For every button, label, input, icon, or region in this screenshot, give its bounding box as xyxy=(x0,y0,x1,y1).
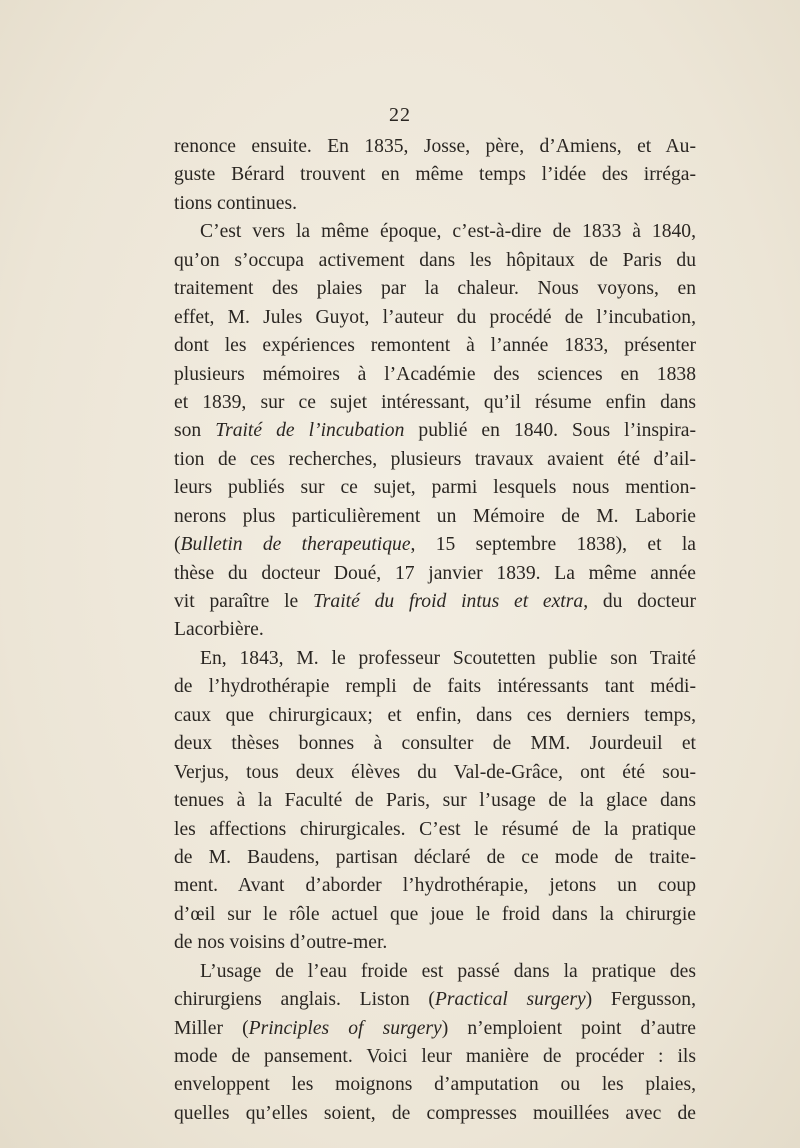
text-line xyxy=(174,190,696,218)
line-text: qu’on s’occupa activement dans les hôpitaux de Paris du xyxy=(174,249,696,271)
line-text: caux que chirurgicaux; et enfin, dans ces derniers temps, xyxy=(174,704,696,726)
line-text: nerons plus particulièrement un Mémoire de M. Laborie xyxy=(174,505,696,527)
line-text: Verjus, tous deux élèves du Val-de-Grâce, ont été sou- xyxy=(174,761,696,783)
text-line xyxy=(174,503,696,531)
line-text: chirurgiens anglais. Liston ( xyxy=(174,989,435,1011)
text-line xyxy=(174,702,696,730)
line-text: renonce ensuite. En 1835, Josse, père, d’Amiens, et Au- xyxy=(174,136,696,157)
line-text: dont les expériences remontent à l’année 1833, présenter xyxy=(174,335,696,357)
text-line xyxy=(174,645,696,673)
line-text: leurs publiés sur ce sujet, parmi lesquels nous mention- xyxy=(174,477,696,499)
line-text: enveloppent les moignons d’amputation ou les plaies, xyxy=(174,1074,696,1096)
page-number: 22 xyxy=(389,104,411,126)
line-text: les affections chirurgicales. C’est le résumé de la pratique xyxy=(174,818,696,840)
line-text: mode de pansement. Voici leur manière de procéder : ils xyxy=(174,1046,696,1067)
line-text: , 15 septembre 1838), et la xyxy=(410,534,696,556)
line-text: quelles qu’elles soient, de compresses mouillées avec de xyxy=(174,1102,696,1124)
line-text: de nos voisins d’outre-mer. xyxy=(174,932,388,954)
text-line xyxy=(174,1015,696,1043)
text-line xyxy=(174,616,696,644)
text-line xyxy=(174,247,696,275)
line-text: effet, M. Jules Guyot, l’auteur du procédé de l’incubation, xyxy=(174,306,696,328)
text-line xyxy=(174,1043,696,1071)
text-line xyxy=(174,474,696,502)
text-line xyxy=(174,332,696,360)
text-line xyxy=(174,560,696,588)
text-line xyxy=(174,901,696,929)
text-line xyxy=(174,1100,696,1128)
line-text: publié en 1840. Sous l’inspira- xyxy=(404,420,696,442)
line-text: traitement des plaies par la chaleur. Nous voyons, en xyxy=(174,278,696,300)
text-line xyxy=(174,531,696,559)
text-line xyxy=(174,759,696,787)
text-line xyxy=(174,389,696,417)
line-text: ) n’emploient point d’autre xyxy=(441,1017,696,1039)
italic-title: Principles of surgery xyxy=(248,1017,442,1039)
text-line xyxy=(174,218,696,246)
line-text: Miller ( xyxy=(174,1017,249,1039)
line-text: guste Bérard trouvent en même temps l’idée des irréga- xyxy=(174,164,696,186)
text-line xyxy=(174,986,696,1014)
line-text: ) Fergusson, xyxy=(585,989,697,1011)
text-line xyxy=(174,304,696,332)
text-line xyxy=(174,446,696,474)
text-line xyxy=(174,929,696,957)
text-line xyxy=(174,787,696,815)
text-line xyxy=(174,588,696,616)
line-text: de M. Baudens, partisan déclaré de ce mode de traite- xyxy=(174,846,696,868)
text-line xyxy=(174,275,696,303)
line-text: de l’hydrothérapie rempli de faits intéressants tant médi- xyxy=(174,676,696,698)
text-line xyxy=(174,361,696,389)
line-text: , du docteur xyxy=(583,591,696,612)
line-text: ( xyxy=(174,534,181,556)
line-text: vit paraître le xyxy=(174,591,313,612)
text-line xyxy=(174,816,696,844)
italic-title: Traité du froid intus et extra xyxy=(312,591,584,612)
text-line xyxy=(174,161,696,189)
line-text: ment. Avant d’aborder l’hydrothérapie, jetons un coup xyxy=(174,875,696,897)
line-text: et 1839, sur ce sujet intéressant, qu’il résume enfin dans xyxy=(174,391,696,413)
line-text: d’œil sur le rôle actuel que joue le froid dans la chirurgie xyxy=(174,903,696,925)
text-line xyxy=(174,958,696,986)
line-text: son xyxy=(174,420,216,442)
line-text: C’est vers la même époque, c’est-à-dire de 1833 à 1840, xyxy=(200,221,696,243)
line-text: tion de ces recherches, plusieurs travaux avaient été d’ail- xyxy=(174,448,696,470)
line-text: deux thèses bonnes à consulter de MM. Jourdeuil et xyxy=(174,733,696,755)
text-line xyxy=(174,133,696,161)
text-line xyxy=(174,872,696,900)
body-text xyxy=(174,133,696,1128)
italic-title: Bulletin de therapeutique xyxy=(180,534,411,556)
text-line xyxy=(174,673,696,701)
text-line xyxy=(174,730,696,758)
text-line xyxy=(174,844,696,872)
line-text: Lacorbière. xyxy=(174,619,264,641)
line-text: En, 1843, M. le professeur Scoutetten publie son Traité xyxy=(200,647,696,669)
line-text: plusieurs mémoires à l’Académie des sciences en 1838 xyxy=(174,363,696,385)
line-text: L’usage de l’eau froide est passé dans la pratique des xyxy=(200,960,696,982)
italic-title: Traité de l’incubation xyxy=(215,420,405,442)
italic-title: Practical surgery xyxy=(434,989,586,1011)
line-text: thèse du docteur Doué, 17 janvier 1839. La même année xyxy=(174,562,696,584)
text-line xyxy=(174,1071,696,1099)
line-text: tions continues. xyxy=(174,192,297,214)
text-line xyxy=(174,417,696,445)
line-text: tenues à la Faculté de Paris, sur l’usage de la glace dans xyxy=(174,790,696,812)
